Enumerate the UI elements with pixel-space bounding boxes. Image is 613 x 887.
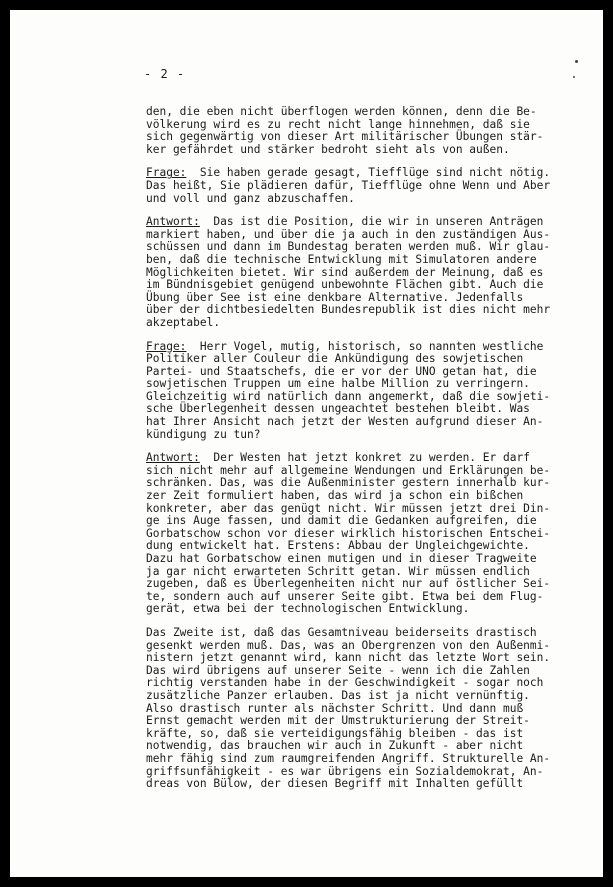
line-text: Politiker aller Couleur die Ankündigung des sowjetischen [146, 352, 524, 366]
line-text: zusätzliche Panzer erlauben. Das ist ja nicht vernünftig. [146, 688, 530, 702]
line-text: akzeptabel. [146, 315, 221, 329]
speaker-label: Frage: [146, 339, 187, 353]
paragraph [146, 167, 574, 205]
paragraph [146, 341, 574, 442]
line-text: mehr fähig sind zum raumgreifenden Angriff. Strukturelle An- [146, 751, 551, 765]
line-text: sich gegenwärtig von dieser Art militärischer Übungen stär- [146, 130, 544, 144]
line-text: Gorbatschow schon vor dieser wirklich historischen Entschei- [146, 526, 551, 540]
text-line [146, 603, 574, 616]
text-line [146, 429, 574, 442]
line-text: zugeben, daß es Überlegenheiten nicht nur auf östlicher Sei- [146, 577, 551, 591]
line-text: schüssen und dann im Bundestag beraten werden muß. Wir glau- [146, 240, 551, 254]
line-text: gerät, etwa bei der technologischen Entwicklung. [146, 602, 470, 616]
text-line [146, 144, 574, 157]
line-text: Ernst gemacht werden mit der Umstrukturierung der Streit- [146, 714, 530, 728]
paragraph [146, 627, 574, 791]
line-text: Das heißt, Sie plädieren dafür, Tiefflüge ohne Wenn und Aber [146, 178, 551, 192]
line-text: Gleichzeitig wird natürlich dann angemerkt, daß die sowjeti- [146, 389, 551, 403]
line-text: Übung über See ist eine denkbare Alternative. Jedenfalls [146, 290, 524, 304]
line-text: kündigung zu tun? [146, 427, 261, 441]
line-text: ge ins Auge fassen, und damit die Gedanken aufgreifen, die [146, 514, 537, 528]
line-text: Das wird übrigens auf unserer Seite - wenn ich die Zahlen [146, 663, 530, 677]
line-text: schränken. Das, was die Außenminister gestern innerhalb kur- [146, 476, 551, 490]
line-text: te, sondern auch auf unserer Seite gibt. Etwa bei dem Flug- [146, 589, 544, 603]
line-text: Also drastisch runter als nächster Schritt. Und dann muß [146, 701, 524, 715]
page-number: - 2 - [144, 67, 186, 81]
line-text: über der dichtbesiedelten Bundesrepublik ist dies nicht mehr [146, 303, 551, 317]
document-body [146, 106, 574, 802]
line-text: ker gefährdet und stärker bedroht sieht als von außen. [146, 142, 510, 156]
text-line [146, 778, 574, 791]
line-text: dung entwickelt hat. Erstens: Abbau der Ungleichgewichte. [146, 539, 530, 553]
line-text: hat Ihrer Ansicht nach jetzt der Westen aufgrund dieser An- [146, 415, 544, 429]
line-text: sche Überlegenheit dessen ungeachtet bestehen bleibt. Was [146, 402, 530, 416]
line-text: Das ist die Position, die wir in unseren Anträgen [199, 215, 544, 229]
text-line [146, 317, 574, 330]
line-text: Sie haben gerade gesagt, Tiefflüge sind nicht nötig. [186, 166, 551, 180]
line-text: Das Zweite ist, daß das Gesamtniveau beiderseits drastisch [146, 625, 537, 639]
text-line [146, 193, 574, 206]
line-text: Herr Vogel, mutig, historisch, so nannten westliche [186, 339, 544, 353]
line-text: notwendig, das brauchen wir auch in Zukunft - aber nicht [146, 739, 524, 753]
speaker-label: Antwort: [146, 215, 200, 229]
speaker-label: Frage: [146, 166, 187, 180]
line-text: sich nicht mehr auf allgemeine Wendungen und Erklärungen be- [146, 463, 551, 477]
line-text: zer Zeit formuliert haben, das wird ja schon ein bißchen [146, 489, 524, 503]
scan-speck [575, 60, 578, 63]
line-text: ja gar nicht erwarteten Schritt getan. Wir müssen endlich [146, 564, 530, 578]
line-text: und voll und ganz abzuschaffen. [146, 191, 355, 205]
line-text: richtig verstanden habe in der Geschwindigkeit - sogar noch [146, 676, 544, 690]
line-text: nistern jetzt genannt wird, kann nicht das letzte Wort sein. [146, 651, 551, 665]
line-text: Partei- und Staatschefs, die er vor der UNO getan hat, die [146, 364, 537, 378]
line-text: kräfte, so, daß sie verteidigungsfähig bleiben - das ist [146, 726, 524, 740]
line-text: gesenkt werden muß. Das, was an Obergrenzen von den Außenmi- [146, 638, 551, 652]
line-text: ben, daß die technische Entwicklung mit Simulatoren andere [146, 252, 537, 266]
line-text: konkreter, aber das genügt nicht. Wir müssen jetzt drei Din- [146, 501, 551, 515]
line-text: Dazu hat Gorbatschow einen mutigen und in dieser Tragweite [146, 552, 537, 565]
line-text: Möglichkeiten bietet. Wir sind außerdem der Meinung, daß es [146, 265, 544, 279]
line-text: den, die eben nicht überflogen werden können, denn die Be- [146, 105, 537, 118]
line-text: Der Westen hat jetzt konkret zu werden. Er darf [199, 451, 530, 465]
line-text: dreas von Bülow, der diesen Begriff mit Inhalten gefüllt [146, 777, 524, 791]
paragraph [146, 452, 574, 616]
line-text: griffsunfähigkeit - es war übrigens ein Sozialdemokrat, An- [146, 764, 544, 778]
document-page [10, 10, 603, 877]
line-text: im Bündnisgebiet genügend unbewohnte Flächen gibt. Auch die [146, 278, 544, 292]
line-text: markiert haben, und über die ja auch in den zuständigen Aus- [146, 227, 551, 241]
line-text: völkerung wird es zu recht nicht lange hinnehmen, daß sie [146, 117, 530, 131]
speaker-label: Antwort: [146, 451, 200, 465]
line-text: sowjetischen Truppen um eine halbe Million zu verringern. [146, 377, 530, 391]
paragraph [146, 106, 574, 156]
scan-speck [573, 76, 575, 78]
paragraph [146, 216, 574, 329]
